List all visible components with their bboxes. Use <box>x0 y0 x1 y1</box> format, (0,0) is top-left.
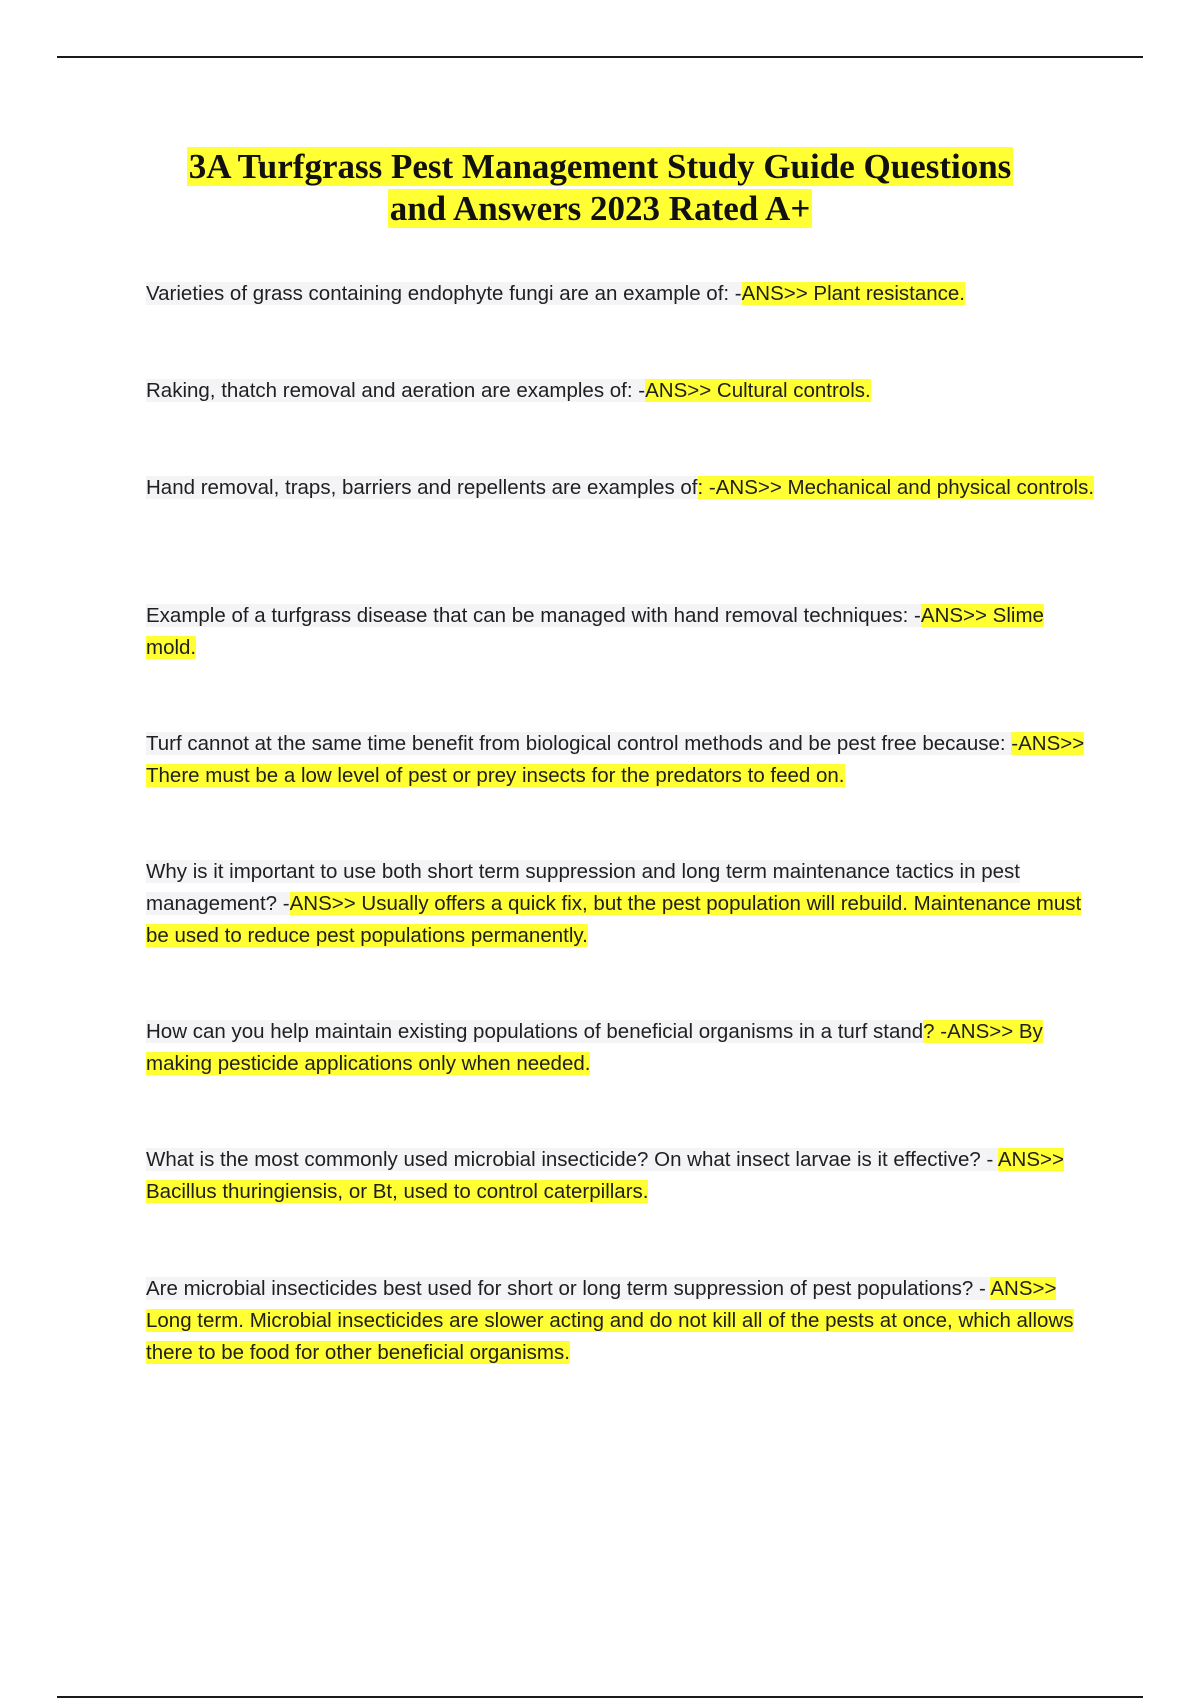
qa-item <box>146 856 1096 952</box>
qa-item <box>146 1144 1096 1208</box>
qa-item <box>146 728 1096 792</box>
title-line-2: and Answers 2023 Rated A+ <box>389 189 811 228</box>
document-title <box>60 146 1140 230</box>
answer-text: : -ANS>> Mechanical and physical controls. <box>697 476 1095 499</box>
question-text: How can you help maintain existing populations of beneficial organisms in a turf stand <box>146 1020 924 1043</box>
question-text: Turf cannot at the same time benefit from biological control methods and be pest free because: <box>146 732 1012 755</box>
qa-item <box>146 600 1096 664</box>
bottom-rule <box>57 1696 1143 1698</box>
question-text: Are microbial insecticides best used for short or long term suppression of pest populations? - <box>146 1277 991 1300</box>
answer-text: ANS>> Bacillus thuringiensis, or Bt, used to control caterpillars. <box>146 1148 1064 1203</box>
answer-text: ? -ANS>> By making pesticide applications only when needed. <box>146 1020 1043 1075</box>
question-text: Raking, thatch removal and aeration are examples of: - <box>146 379 646 402</box>
question-text: Hand removal, traps, barriers and repellents are examples of <box>146 476 698 499</box>
answer-text: ANS>> Plant resistance. <box>741 282 965 305</box>
top-rule <box>57 56 1143 58</box>
qa-item <box>146 1273 1096 1369</box>
answer-text: ANS>> Long term. Microbial insecticides are slower acting and do not kill all of the pests at once, which allows there to be food for other beneficial organisms. <box>146 1277 1074 1364</box>
title-line-1: 3A Turfgrass Pest Management Study Guide Questions <box>188 147 1012 186</box>
answer-text: ANS>> Slime mold. <box>146 604 1044 659</box>
question-text: Why is it important to use both short term suppression and long term maintenance tactics in pest management? - <box>146 860 1020 915</box>
question-text: Example of a turfgrass disease that can be managed with hand removal techniques: - <box>146 604 921 627</box>
answer-text: ANS>> Cultural controls. <box>645 379 871 402</box>
question-text: What is the most commonly used microbial insecticide? On what insect larvae is it effective? - <box>146 1148 998 1171</box>
qa-item <box>146 278 1096 310</box>
answer-text: ANS>> Usually offers a quick fix, but the pest population will rebuild. Maintenance must be used to reduce pest populations permanently. <box>146 892 1082 947</box>
qa-item <box>146 1016 1096 1080</box>
answer-text: -ANS>> There must be a low level of pest or prey insects for the predators to feed on. <box>146 732 1085 787</box>
qa-item <box>146 375 1096 407</box>
question-text: Varieties of grass containing endophyte fungi are an example of: - <box>146 282 742 305</box>
qa-item <box>146 472 1096 504</box>
